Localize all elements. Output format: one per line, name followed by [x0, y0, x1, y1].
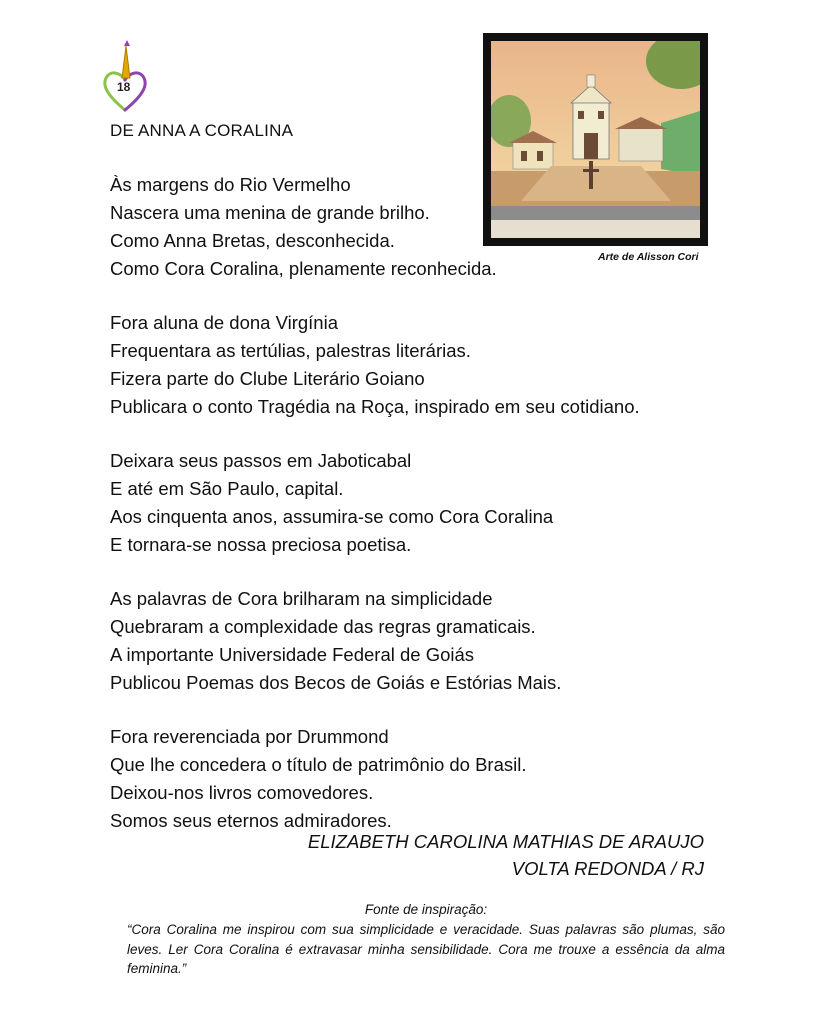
poem-line: Fizera parte do Clube Literário Goiano — [110, 368, 425, 389]
poem-line: Publicara o conto Tragédia na Roça, inspirado em seu cotidiano. — [110, 396, 640, 417]
poem-line: Às margens do Rio Vermelho — [110, 174, 351, 195]
page-number: 18 — [117, 80, 131, 94]
poem-line: Como Anna Bretas, desconhecida. — [110, 230, 395, 251]
poem-line: E tornara-se nossa preciosa poetisa. — [110, 534, 412, 555]
poem-stanza — [110, 309, 750, 421]
poem-line: Somos seus eternos admiradores. — [110, 810, 392, 831]
poem-body — [110, 171, 750, 861]
poem-line: Nascera uma menina de grande brilho. — [110, 202, 430, 223]
author-signature — [308, 828, 704, 882]
author-location: VOLTA REDONDA / RJ — [511, 858, 704, 879]
poem-line: Fora reverenciada por Drummond — [110, 726, 389, 747]
poem-line: Aos cinquenta anos, assumira-se como Cora Coralina — [110, 506, 554, 527]
poem-stanza — [110, 171, 750, 283]
poem-stanza — [110, 447, 750, 559]
inspiration-source — [127, 902, 725, 979]
source-heading: Fonte de inspiração: — [364, 902, 488, 917]
poem-line: Deixou-nos livros comovedores. — [110, 782, 374, 803]
poem-line: Frequentara as tertúlias, palestras literárias. — [110, 340, 471, 361]
poem-stanza — [110, 723, 750, 835]
poem-title: DE ANNA A CORALINA — [110, 121, 294, 140]
heart-pen-logo-icon — [100, 38, 150, 114]
poem-stanza — [110, 585, 750, 697]
poem-line: Fora aluna de dona Virgínia — [110, 312, 338, 333]
poem-line: Como Cora Coralina, plenamente reconhecida. — [110, 258, 497, 279]
poem-line: Que lhe concedera o título de patrimônio do Brasil. — [110, 754, 527, 775]
poem-line: As palavras de Cora brilharam na simplicidade — [110, 588, 493, 609]
poem-line: A importante Universidade Federal de Goiás — [110, 644, 475, 665]
poem-line: E até em São Paulo, capital. — [110, 478, 344, 499]
poem-line: Quebraram a complexidade das regras gramaticais. — [110, 616, 536, 637]
poem-line: Publicou Poemas dos Becos de Goiás e Estórias Mais. — [110, 672, 562, 693]
poem-line: Deixara seus passos em Jaboticabal — [110, 450, 412, 471]
source-quote: “Cora Coralina me inspirou com sua simplicidade e veracidade. Suas palavras são plumas, são leves. Ler Cora Coralina é extravasar minha sensibilidade. Cora me trouxe a essência da alma feminina.” — [127, 922, 725, 976]
artwork-credit: Arte de Alisson Cori — [598, 251, 699, 263]
author-name: ELIZABETH CAROLINA MATHIAS DE ARAUJO — [307, 831, 704, 852]
